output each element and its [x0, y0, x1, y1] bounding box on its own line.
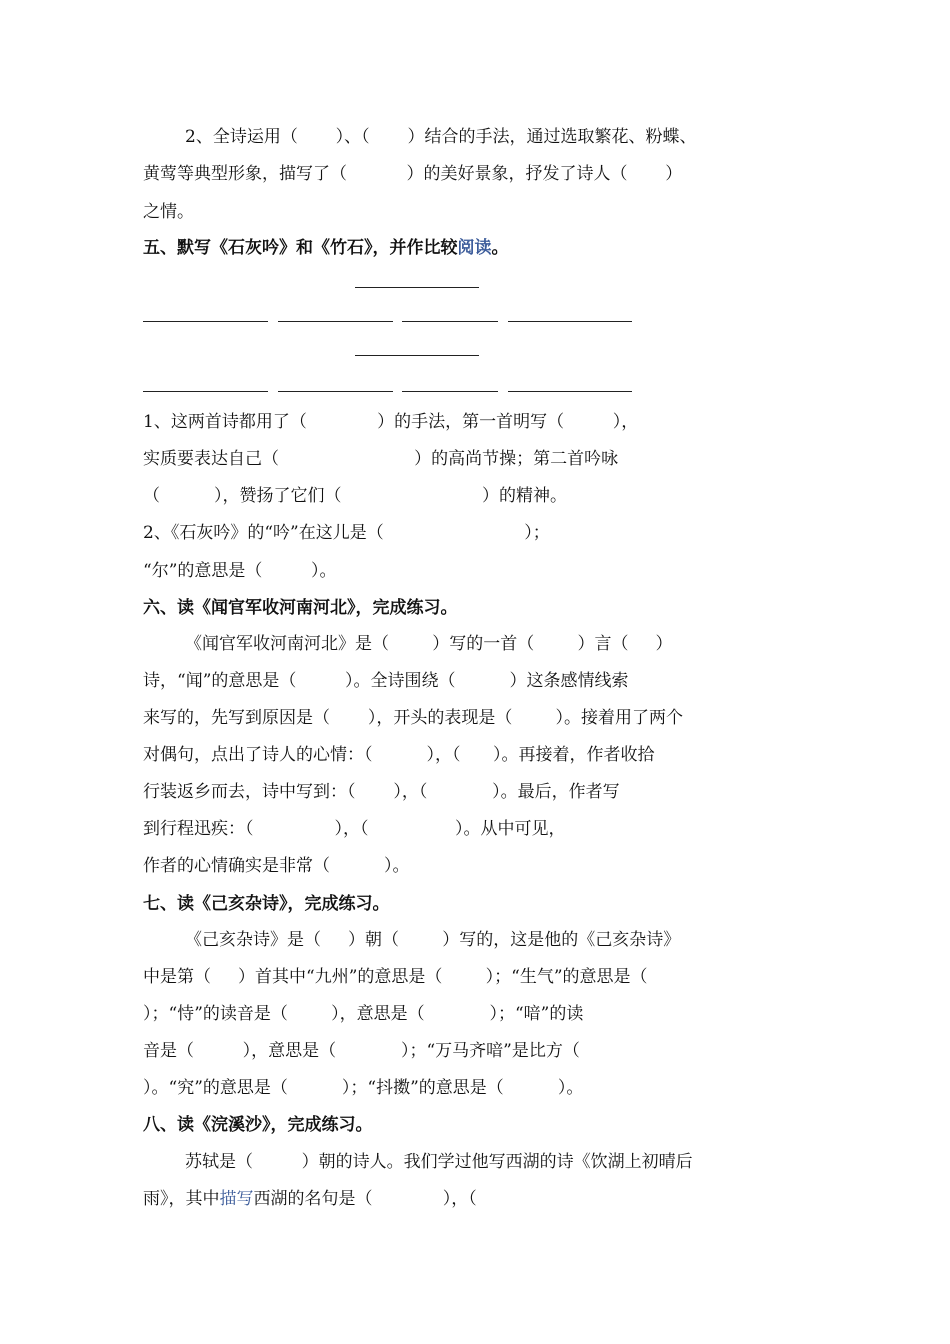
- answer-line: [355, 287, 479, 288]
- text-line: 中是第（ ）首其中“九州”的意思是（ ）；“生气”的意思是（: [143, 967, 648, 987]
- text-line: “尔”的意思是（ ）。: [143, 561, 337, 581]
- text-line: 苏轼是（ ）朝的诗人。我们学过他写西湖的诗《饮湖上初晴后: [185, 1152, 693, 1172]
- text-line: 音是（ ），意思是（ ）；“万马齐喑”是比方（: [143, 1041, 580, 1061]
- text-line: （ ），赞扬了它们（ ）的精神。: [143, 486, 568, 506]
- section-heading: [143, 236, 509, 260]
- text-segment: 雨》，其中: [143, 1189, 220, 1209]
- answer-line: [278, 321, 393, 322]
- text-segment: 五、默写《石灰吟》和《竹石》，并作比较: [143, 238, 458, 258]
- section-heading: 七、读《己亥杂诗》，完成练习。: [143, 894, 390, 914]
- text-line: 1、这两首诗都用了（ ）的手法，第一首明写（ ），: [143, 412, 639, 432]
- answer-line: [402, 391, 498, 392]
- answer-line: [355, 355, 479, 356]
- text-segment: 。: [491, 238, 509, 258]
- text-line: ）；“恃”的读音是（ ），意思是（ ）；“喑”的读: [143, 1004, 584, 1024]
- text-line: 2、《石灰吟》的“吟”在这儿是（ ）；: [143, 523, 550, 543]
- text-line: ）。“究”的意思是（ ）；“抖擞”的意思是（ ）。: [143, 1078, 584, 1098]
- answer-line: [508, 321, 632, 322]
- text-line: [143, 1187, 477, 1211]
- text-line: 作者的心情确实是非常（ ）。: [143, 856, 410, 876]
- answer-line: [402, 321, 498, 322]
- answer-line: [143, 321, 268, 322]
- text-line: 之情。: [143, 202, 194, 222]
- text-line: 《己亥杂诗》是（ ）朝（ ）写的，这是他的《己亥杂诗》: [185, 930, 681, 950]
- text-line: 行装返乡而去，诗中写到：（ ），（ ）。最后，作者写: [143, 782, 620, 802]
- text-line: 《闻官军收河南河北》是（ ）写的一首（ ）言（ ）: [185, 634, 673, 654]
- text-line: 对偶句，点出了诗人的心情：（ ），（ ）。再接着，作者收拾: [143, 745, 655, 765]
- text-line: 实质要表达自己（ ）的高尚节操；第二首吟咏: [143, 449, 619, 469]
- section-heading: 八、读《浣溪沙》，完成练习。: [143, 1115, 373, 1135]
- answer-line: [278, 391, 393, 392]
- text-line: 来写的，先写到原因是（ ），开头的表现是（ ）。接着用了两个: [143, 708, 684, 728]
- text-line: 诗，“闻”的意思是（ ）。全诗围绕（ ）这条感情线索: [143, 671, 629, 691]
- text-segment: 西湖的名句是（ ），（: [253, 1189, 477, 1209]
- text-line: 到行程迅疾：（ ），（ ）。从中可见，: [143, 819, 566, 839]
- highlighted-word[interactable]: 阅读: [457, 238, 492, 258]
- text-line: 2、全诗运用（ ）、（ ）结合的手法，通过选取繁花、粉蝶、: [185, 127, 697, 147]
- highlighted-word[interactable]: 描写: [219, 1189, 254, 1209]
- section-heading: 六、读《闻官军收河南河北》，完成练习。: [143, 598, 458, 618]
- text-line: 黄莺等典型形象，描写了（ ）的美好景象，抒发了诗人（ ）: [143, 164, 683, 184]
- answer-line: [508, 391, 632, 392]
- answer-line: [143, 391, 268, 392]
